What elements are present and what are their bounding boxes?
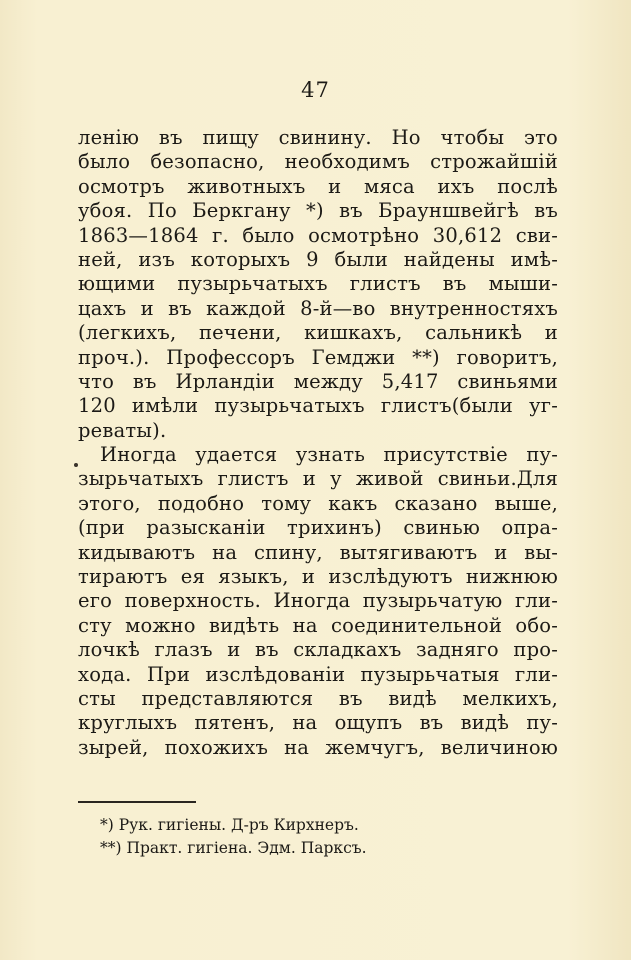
text-line: проч.). Профессоръ Гемджи **) говоритъ, bbox=[78, 345, 558, 369]
text-line: этого, подобно тому какъ сказано выше, bbox=[78, 491, 558, 515]
text-line: зырей, похожихъ на жемчугъ, величиною bbox=[78, 735, 558, 759]
footnote: **) Практ. гигіена. Эдм. Парксъ. bbox=[100, 839, 367, 857]
text-line: сту можно видѣть на соединительной обо- bbox=[78, 613, 558, 637]
paragraph-start-line: Иногда удается узнать присутствіе пу- bbox=[100, 443, 558, 467]
text-line: осмотръ животныхъ и мяса ихъ послѣ bbox=[78, 174, 558, 198]
text-line: убоя. По Беркгану *) въ Брауншвейгѣ въ bbox=[78, 199, 558, 223]
text-line: тираютъ ея языкъ, и изслѣдуютъ нижнюю bbox=[78, 565, 558, 589]
text-line: было безопасно, необходимъ строжайшій bbox=[78, 150, 558, 174]
text-line: кидываютъ на спину, вытягиваютъ и вы- bbox=[78, 540, 558, 564]
text-line: сты представляются въ видѣ мелкихъ, bbox=[78, 686, 558, 710]
footnote: *) Рук. гигіены. Д-ръ Кирхнеръ. bbox=[100, 816, 359, 834]
text-line: реваты). bbox=[78, 418, 167, 442]
text-line: 120 имѣли пузырьчатыхъ глистъ(были уг- bbox=[78, 394, 558, 418]
text-line: что въ Ирландіи между 5,417 свиньями bbox=[78, 369, 558, 393]
footnotes bbox=[78, 814, 558, 860]
text-line: круглыхъ пятенъ, на ощупъ въ видѣ пу- bbox=[78, 711, 558, 735]
paper-speck bbox=[74, 463, 78, 467]
text-line: (при разысканіи трихинъ) свинью опра- bbox=[78, 516, 558, 540]
footnote-divider bbox=[78, 801, 196, 803]
text-line: зырьчатыхъ глистъ и у живой свиньи.Для bbox=[78, 467, 558, 491]
text-line: хода. При изслѣдованіи пузырьчатыя гли- bbox=[78, 662, 558, 686]
text-line: ленію въ пищу свинину. Но чтобы это bbox=[78, 126, 558, 149]
text-line: его поверхность. Иногда пузырьчатую гли- bbox=[78, 589, 558, 613]
text-line: ней, изъ которыхъ 9 были найдены имѣ- bbox=[78, 247, 558, 271]
text-line: цахъ и въ каждой 8-й—во внутренностяхъ bbox=[78, 296, 558, 320]
text-line: (легкихъ, печени, кишкахъ, сальникѣ и bbox=[78, 321, 558, 345]
text-line: ющими пузырьчатыхъ глистъ въ мыши- bbox=[78, 272, 558, 296]
page-number: 47 bbox=[301, 78, 330, 102]
text-line: лочкѣ глазъ и въ складкахъ задняго про- bbox=[78, 638, 558, 662]
text-line: 1863—1864 г. было осмотрѣно 30,612 сви- bbox=[78, 223, 558, 247]
body-text bbox=[78, 126, 558, 760]
